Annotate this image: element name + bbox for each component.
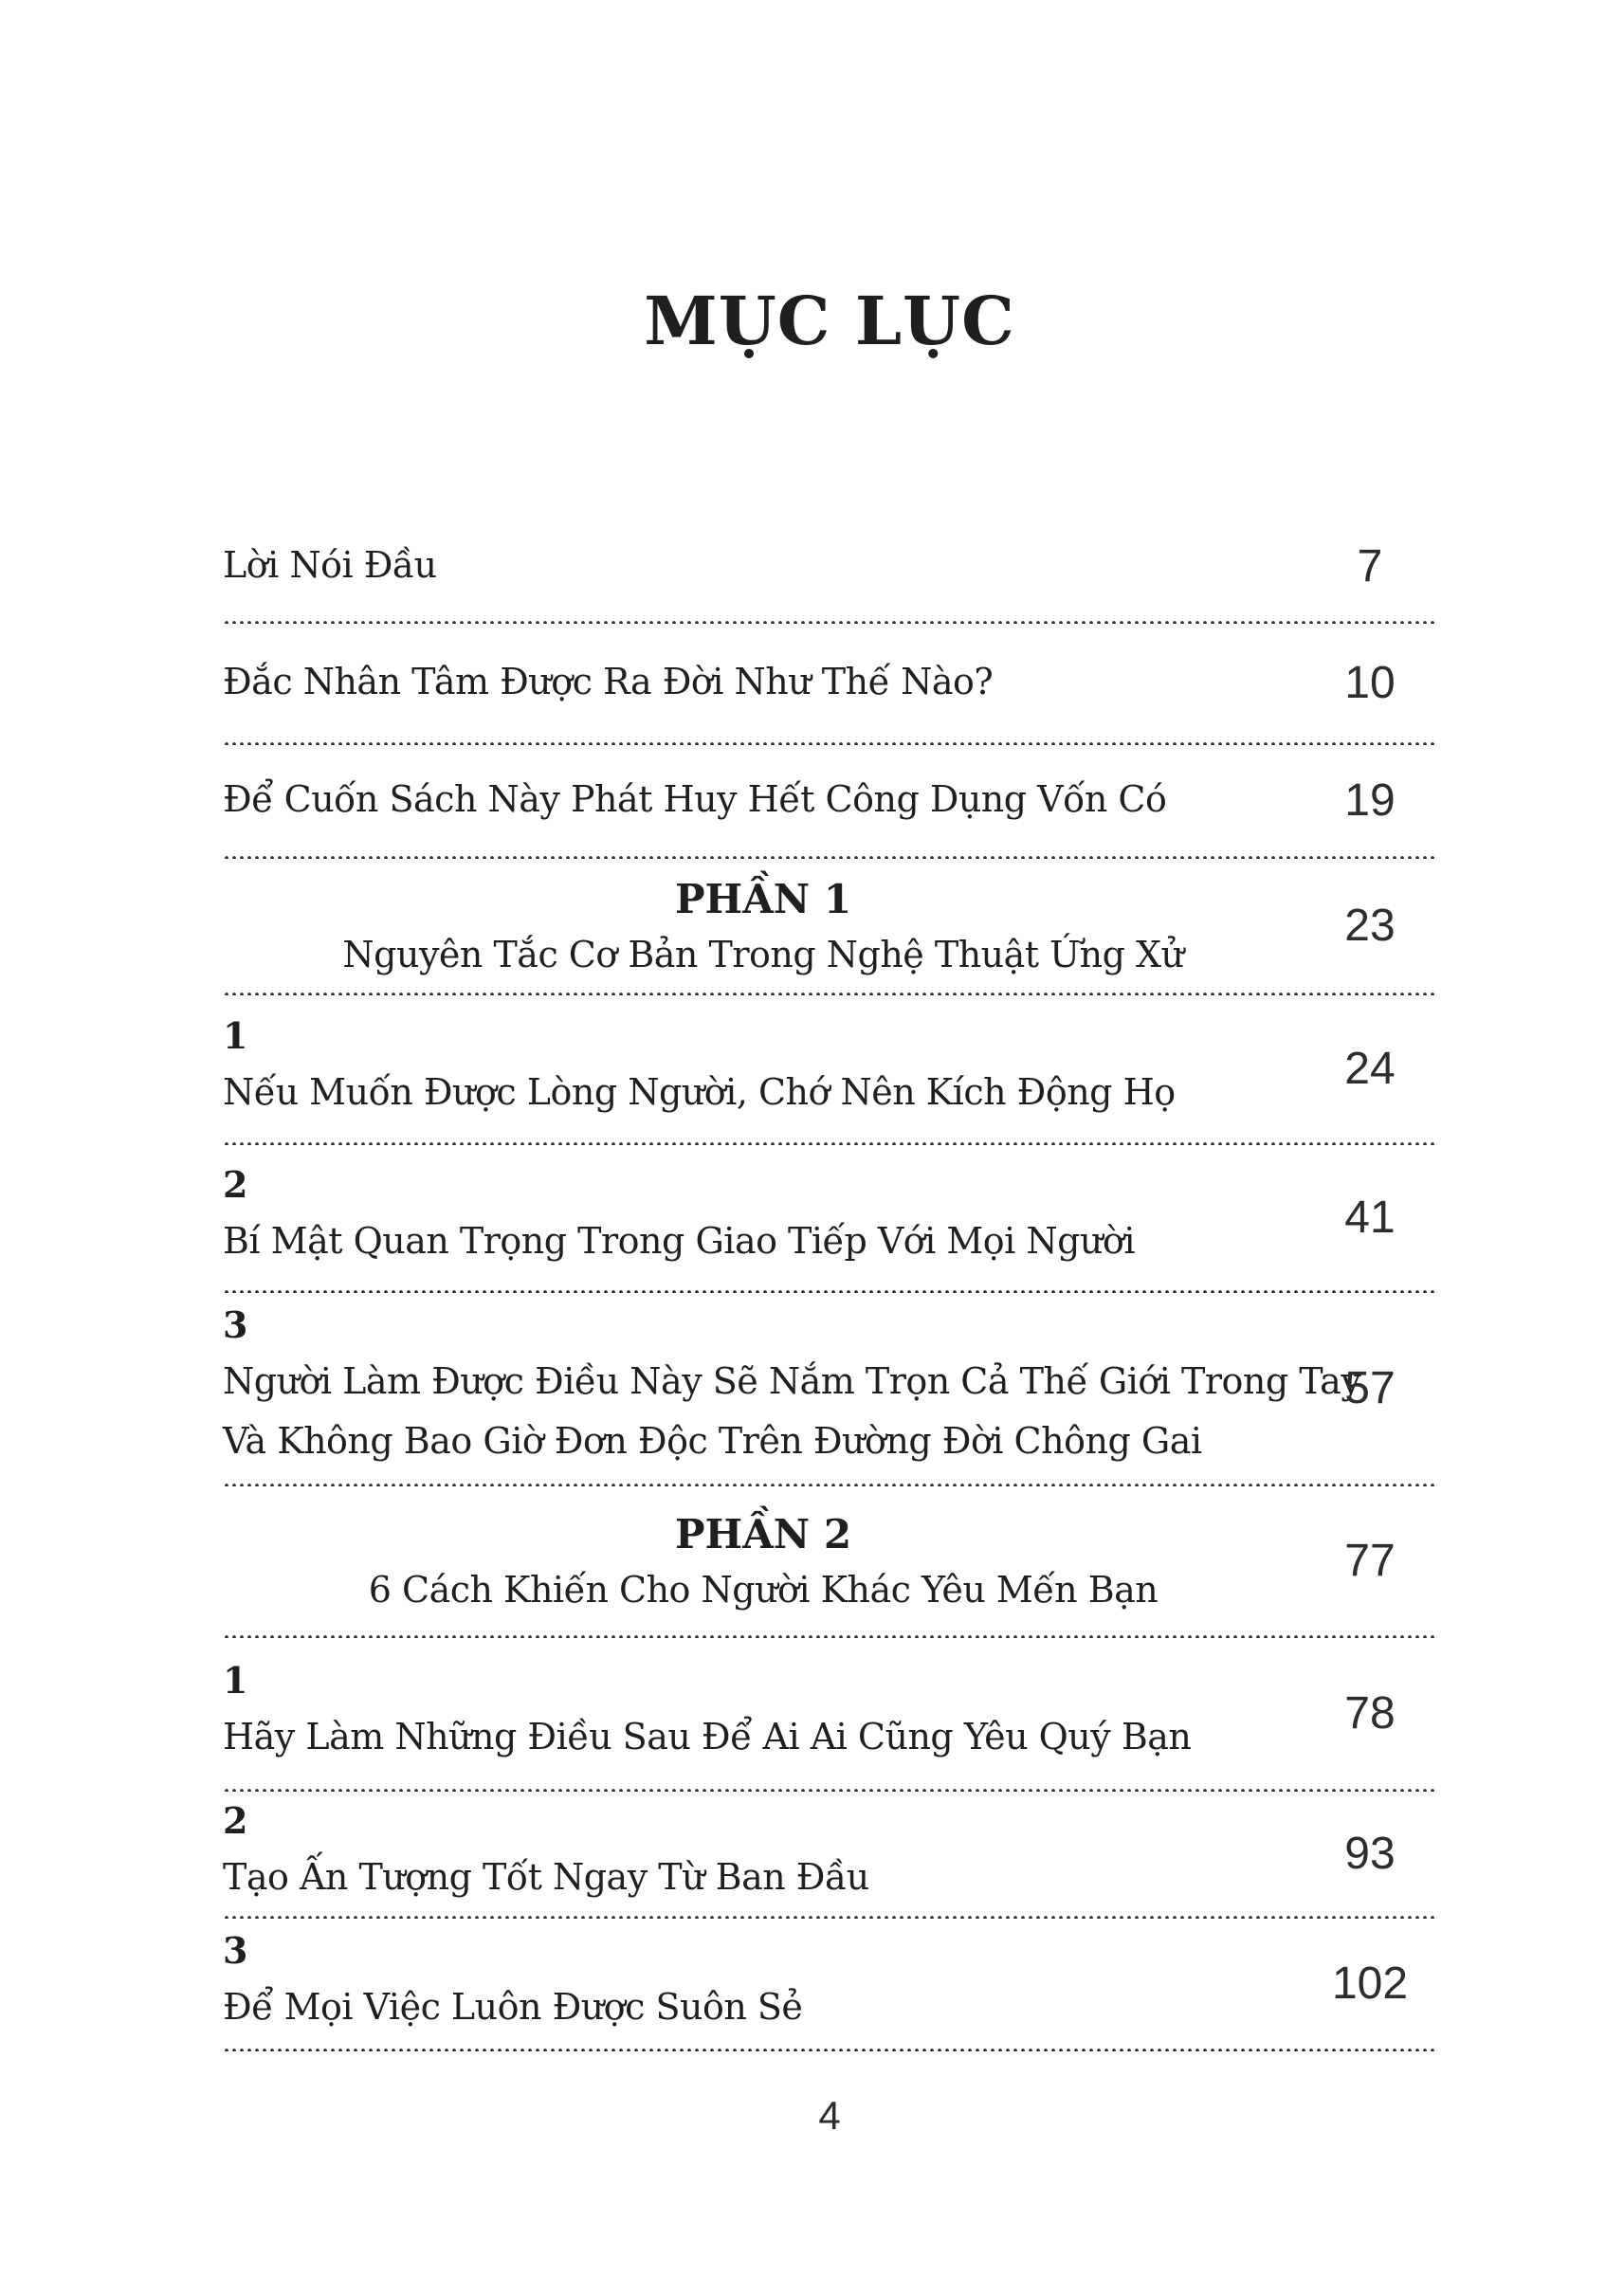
entry-title: Để Mọi Việc Luôn Được Suôn Sẻ	[223, 1985, 803, 2028]
entry-text	[223, 659, 1304, 705]
section-subtitle: 6 Cách Khiến Cho Người Khác Yêu Mến Bạn	[368, 1569, 1159, 1612]
entry-lines	[223, 1848, 1304, 1907]
section-heading: PHẦN 1	[674, 875, 852, 922]
entry-text	[223, 542, 1304, 589]
entry-title-line-2: Và Không Bao Giờ Đơn Độc Trên Đường Đời Chông Gai	[223, 1419, 1202, 1462]
entry-text	[223, 776, 1304, 823]
section-subtitle: Nguyên Tắc Cơ Bản Trong Nghệ Thuật Ứng Xử	[342, 934, 1184, 976]
toc-content	[223, 0, 1436, 2139]
section-heading: PHẦN 2	[674, 1510, 852, 1557]
entry-page-number: 77	[1344, 1535, 1396, 1586]
dotted-divider	[223, 2048, 1436, 2051]
entry-number: 1	[223, 1013, 248, 1057]
toc-entry-row	[223, 1638, 1436, 1788]
entry-text	[223, 1303, 1361, 1470]
entry-title: Để Cuốn Sách Này Phát Huy Hết Công Dụng Vốn Có	[223, 778, 1167, 821]
entry-title-line-1: Người Làm Được Điều Này Sẽ Nắm Trọn Cả Thế Giới Trong Tay	[223, 1360, 1361, 1403]
entry-number: 1	[223, 1658, 248, 1702]
toc-entry-row	[223, 1792, 1436, 1915]
entry-page-number: 78	[1344, 1687, 1396, 1739]
entry-lines	[223, 1707, 1304, 1767]
entry-title: Đắc Nhân Tâm Được Ra Đời Như Thế Nào?	[223, 661, 994, 703]
toc-section-row	[223, 859, 1436, 992]
entry-title: Nếu Muốn Được Lòng Người, Chớ Nên Kích Động Họ	[223, 1070, 1176, 1113]
entry-number: 3	[223, 1303, 248, 1347]
page-title: MỤC LỤC	[644, 282, 1015, 360]
entry-page-number: 41	[1344, 1192, 1396, 1243]
entry-page-number: 7	[1357, 540, 1383, 592]
entry-title: Bí Mật Quan Trọng Trong Giao Tiếp Với Mọi Người	[223, 1219, 1135, 1262]
entry-title: Tạo Ấn Tượng Tốt Ngay Từ Ban Đầu	[223, 1855, 869, 1898]
entry-title: Hãy Làm Những Điều Sau Để Ai Ai Cũng Yêu Quý Bạn	[223, 1715, 1192, 1758]
entry-page-number: 19	[1344, 774, 1396, 826]
entry-number: 3	[223, 1928, 248, 1972]
entry-page-number: 10	[1344, 657, 1396, 708]
entry-page-number: 24	[1344, 1043, 1396, 1094]
page-footer-number: 4	[818, 2093, 841, 2138]
entry-lines	[223, 1977, 1304, 2037]
toc-entry-row	[223, 745, 1436, 855]
entry-page-number: 93	[1344, 1828, 1396, 1879]
entry-page-number: 57	[1344, 1362, 1396, 1413]
entry-number: 2	[223, 1798, 248, 1842]
entry-title: Lời Nói Đầu	[223, 544, 437, 587]
toc-section-row	[223, 1486, 1436, 1634]
entry-text	[223, 1660, 1304, 1766]
entry-text	[223, 1800, 1304, 1906]
entry-text	[223, 1015, 1304, 1121]
toc-entry-row	[223, 1145, 1436, 1289]
section-text	[223, 875, 1304, 976]
entry-text	[223, 1930, 1304, 2036]
toc-entry-row	[223, 624, 1436, 741]
toc-entry-row	[223, 512, 1436, 620]
entry-text	[223, 1164, 1304, 1270]
entry-lines	[223, 1063, 1304, 1122]
entry-number: 2	[223, 1162, 248, 1206]
entry-page-number: 102	[1331, 1958, 1409, 2009]
toc-entry-row	[223, 1919, 1436, 2048]
entry-page-number: 23	[1344, 900, 1396, 951]
entry-lines	[223, 1352, 1361, 1470]
toc-entry-row	[223, 1293, 1436, 1483]
section-text	[223, 1510, 1304, 1612]
toc-entry-row	[223, 995, 1436, 1141]
entry-lines	[223, 1211, 1304, 1271]
